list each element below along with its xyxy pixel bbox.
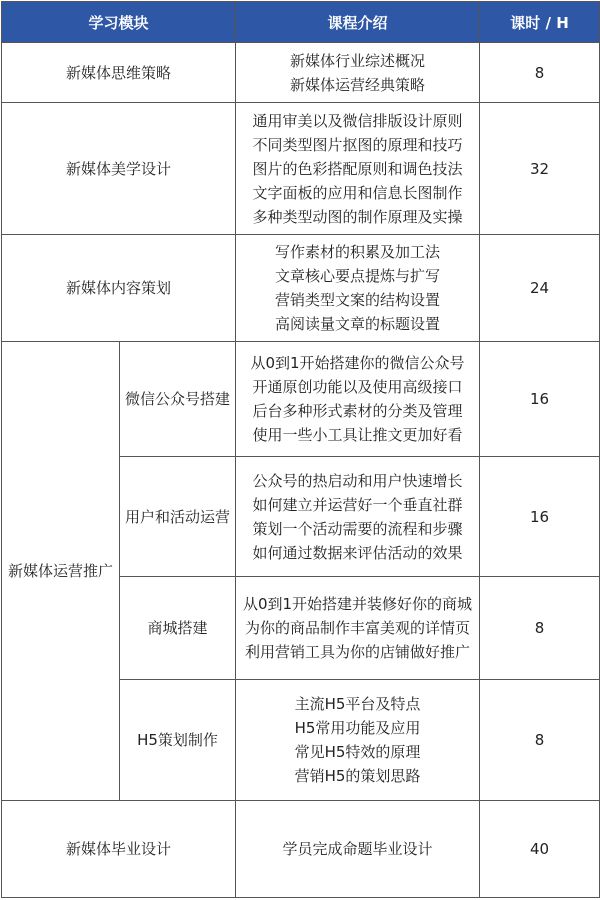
header-hours: 课时 / H — [480, 2, 600, 43]
course-intro — [236, 43, 480, 103]
module-name: 新媒体思维策略 — [2, 43, 236, 103]
intro-line: 利用营销工具为你的店铺做好推广 — [245, 642, 471, 661]
course-hours: 16 — [480, 342, 600, 457]
course-intro — [236, 800, 480, 897]
submodule-name: H5策划制作 — [120, 679, 236, 800]
intro-line: 学员完成命题毕业设计 — [282, 839, 433, 858]
intro-line: 图片的色彩搭配原则和调色技法 — [252, 159, 463, 178]
module-name: 新媒体运营推广 — [2, 342, 120, 801]
course-hours: 8 — [480, 679, 600, 800]
table-row — [2, 800, 600, 897]
course-intro — [236, 576, 480, 679]
table-header — [2, 2, 600, 43]
intro-line: 后台多种形式素材的分类及管理 — [252, 402, 463, 421]
intro-line: 如何通过数据来评估活动的效果 — [252, 543, 463, 562]
course-hours: 8 — [480, 43, 600, 103]
course-intro — [236, 103, 480, 235]
intro-line: 策划一个活动需要的流程和步骤 — [252, 519, 463, 538]
intro-line: 开通原创功能以及使用高级接口 — [252, 378, 463, 397]
course-hours: 40 — [480, 800, 600, 897]
module-name: 新媒体毕业设计 — [2, 800, 236, 897]
course-intro — [236, 457, 480, 576]
intro-line: 高阅读量文章的标题设置 — [275, 315, 441, 334]
intro-line: 不同类型图片抠图的原理和技巧 — [252, 135, 463, 154]
intro-line: 营销H5的策划思路 — [294, 766, 421, 785]
submodule-name: 用户和活动运营 — [120, 457, 236, 576]
course-table — [1, 1, 600, 898]
intro-line: 从0到1开始搭建你的微信公众号 — [250, 354, 465, 373]
intro-line: 文字面板的应用和信息长图制作 — [252, 183, 463, 202]
table-row — [2, 342, 600, 457]
intro-line: 使用一些小工具让推文更加好看 — [252, 426, 463, 445]
table-row — [2, 235, 600, 342]
intro-line: 主流H5平台及特点 — [294, 694, 421, 713]
course-hours: 24 — [480, 235, 600, 342]
submodule-name: 商城搭建 — [120, 576, 236, 679]
module-name: 新媒体内容策划 — [2, 235, 236, 342]
course-intro — [236, 235, 480, 342]
intro-line: 新媒体运营经典策略 — [290, 75, 426, 94]
intro-line: 通用审美以及微信排版设计原则 — [252, 111, 463, 130]
intro-line: 写作素材的积累及加工法 — [275, 243, 441, 262]
course-hours: 32 — [480, 103, 600, 235]
intro-line: 文章核心要点提炼与扩写 — [275, 267, 441, 286]
header-module: 学习模块 — [2, 2, 236, 43]
intro-line: 营销类型文案的结构设置 — [275, 291, 441, 310]
course-hours: 8 — [480, 576, 600, 679]
intro-line: 公众号的热启动和用户快速增长 — [252, 471, 463, 490]
intro-line: 为你的商品制作丰富美观的详情页 — [245, 618, 471, 637]
intro-line: 多种类型动图的制作原理及实操 — [252, 207, 463, 226]
intro-line: H5常用功能及应用 — [294, 718, 421, 737]
course-intro — [236, 679, 480, 800]
intro-line: 新媒体行业综述概况 — [290, 51, 426, 70]
intro-line: 常见H5特效的原理 — [294, 742, 421, 761]
submodule-name: 微信公众号搭建 — [120, 342, 236, 457]
header-intro: 课程介绍 — [236, 2, 480, 43]
course-intro — [236, 342, 480, 457]
table-row — [2, 103, 600, 235]
table-row — [2, 43, 600, 103]
module-name: 新媒体美学设计 — [2, 103, 236, 235]
intro-line: 从0到1开始搭建并装修好你的商城 — [242, 594, 473, 613]
intro-line: 如何建立并运营好一个垂直社群 — [252, 495, 463, 514]
course-hours: 16 — [480, 457, 600, 576]
